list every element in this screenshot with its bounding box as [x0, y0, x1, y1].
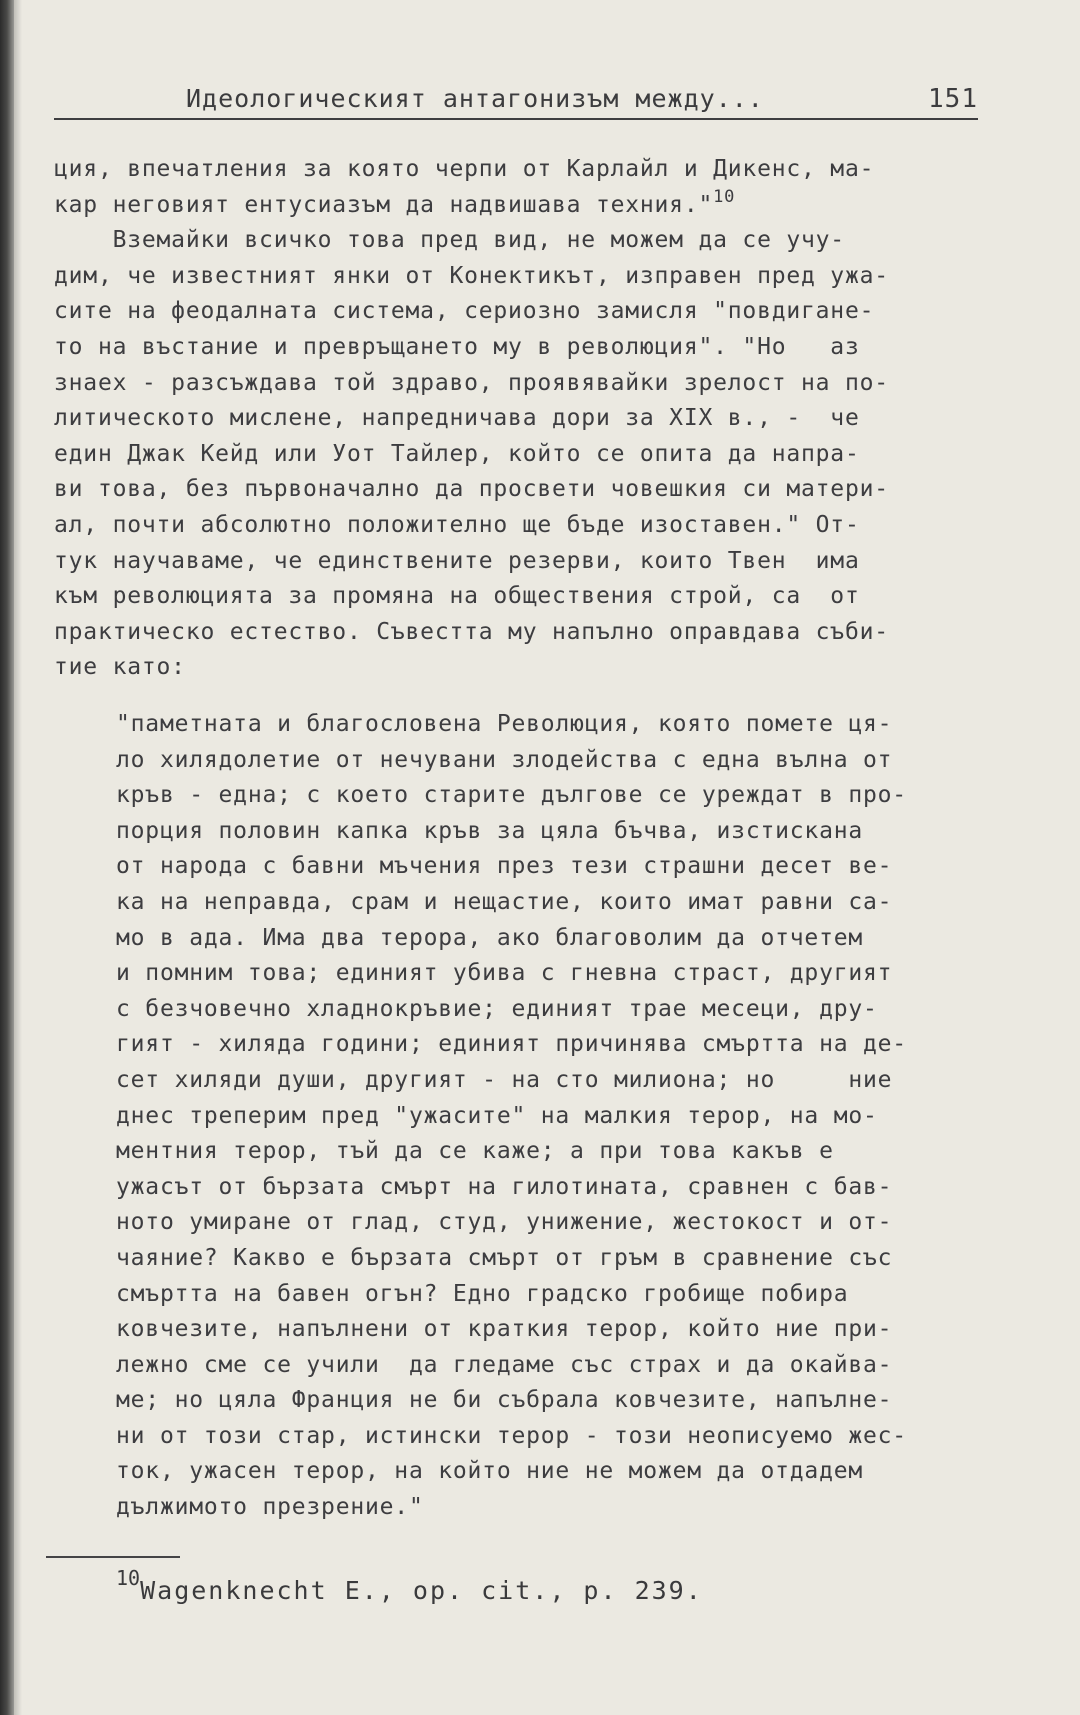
running-header	[54, 84, 978, 120]
quote-line: ло хилядолетие от нечувани злодейства с една вълна от	[116, 746, 893, 773]
quote-line: ковчезите, напълнени от краткия терор, който ние при-	[116, 1316, 893, 1343]
quote-line: ни от този стар, истински терор - този неописуемо жес-	[116, 1422, 907, 1449]
text-line-content: кар неговият ентусиазъм да надвишава техния."	[54, 191, 714, 218]
text-line: ал, почти абсолютно положително ще бъде изоставен." От-	[54, 511, 860, 538]
text-line: ви това, без първоначално да просвети човешкия си матери-	[54, 476, 889, 503]
text-line: литическото мислене, напредничава дори за XIX в., - че	[54, 405, 860, 432]
quote-line: с безчовечно хладнокръвие; единият трае месеци, дру-	[116, 995, 878, 1022]
footnote-number: 10	[116, 1566, 141, 1590]
footnote	[116, 1566, 703, 1605]
text-line	[54, 188, 1004, 224]
text-line: един Джак Кейд или Уот Тайлер, който се опита да напра-	[54, 440, 860, 467]
quote-line: дължимото презрение."	[116, 1494, 424, 1521]
text-line: знаех - разсъждава той здраво, проявявайки зрелост на по-	[54, 369, 889, 396]
quote-line: кръв - една; с което старите дългове се уреждат в про-	[116, 782, 907, 809]
footnote-separator	[46, 1556, 180, 1558]
quote-line: мо в ада. Има два терора, ако благоволим да отчетем	[116, 924, 864, 951]
main-paragraph	[54, 152, 1004, 686]
quote-line: ужасът от бързата смърт на гилотината, сравнен с бав-	[116, 1173, 893, 1200]
quote-line: чаяние? Какво е бързата смърт от гръм в сравнение със	[116, 1244, 893, 1271]
page-number: 151	[928, 84, 978, 114]
text-line: практическо естество. Съвестта му напълно оправдава съби-	[54, 618, 889, 645]
quote-line: сет хиляди души, другият - на сто милиона; но ние	[116, 1066, 893, 1093]
quote-line: гият - хиляда години; единият причинява смъртта на де-	[116, 1031, 907, 1058]
text-line: сите на феодалната система, сериозно замисля "повдигане-	[54, 298, 875, 325]
quote-line: днес треперим пред "ужасите" на малкия терор, на мо-	[116, 1102, 878, 1129]
footnote-text: Wagenknecht E., op. cit., p. 239.	[140, 1576, 703, 1605]
quote-line: ка на неправда, срам и нещастие, които имат равни са-	[116, 888, 893, 915]
running-header-title: Идеологическият антагонизъм между...	[186, 84, 764, 113]
quote-line: и помним това; единият убива с гневна страст, другият	[116, 960, 893, 987]
footnote-reference: 10	[713, 186, 736, 207]
quote-line: ментния терор, тъй да се каже; а при това какъв е	[116, 1138, 834, 1165]
text-line: тук научаваме, че единствените резерви, които Твен има	[54, 547, 860, 574]
quote-line: "паметната и благословена Революция, която помете ця-	[116, 711, 893, 737]
quote-line: смъртта на бавен огън? Едно градско гробище побира	[116, 1280, 849, 1307]
text-line: дим, че известният янки от Конектикът, изправен пред ужа-	[54, 262, 889, 289]
quote-line: ното умиране от глад, студ, унижение, жестокост и от-	[116, 1209, 893, 1236]
quote-line: ток, ужасен терор, на който ние не можем да отдадем	[116, 1458, 864, 1485]
binding-shadow	[14, 0, 22, 1715]
text-line: Вземайки всичко това пред вид, не можем да се учу-	[54, 227, 845, 254]
text-line: тие като:	[54, 654, 186, 681]
page-binding-edge	[0, 0, 14, 1715]
block-quote	[116, 707, 1016, 1526]
text-line: към революцията за промяна на обществения строй, са от	[54, 583, 860, 610]
quote-line: порция половин капка кръв за цяла бъчва, изстискана	[116, 817, 864, 844]
quote-line: ме; но цяла Франция не би събрала ковчезите, напълне-	[116, 1387, 893, 1414]
text-line: то на въстание и превръщането му в революция". "Но аз	[54, 333, 860, 360]
quote-line: лежно сме се учили да гледаме със страх и да окайва-	[116, 1351, 893, 1378]
quote-line: от народа с бавни мъчения през тези страшни десет ве-	[116, 853, 893, 880]
text-line: ция, впечатления за която черпи от Карлайл и Дикенс, ма-	[54, 156, 875, 182]
